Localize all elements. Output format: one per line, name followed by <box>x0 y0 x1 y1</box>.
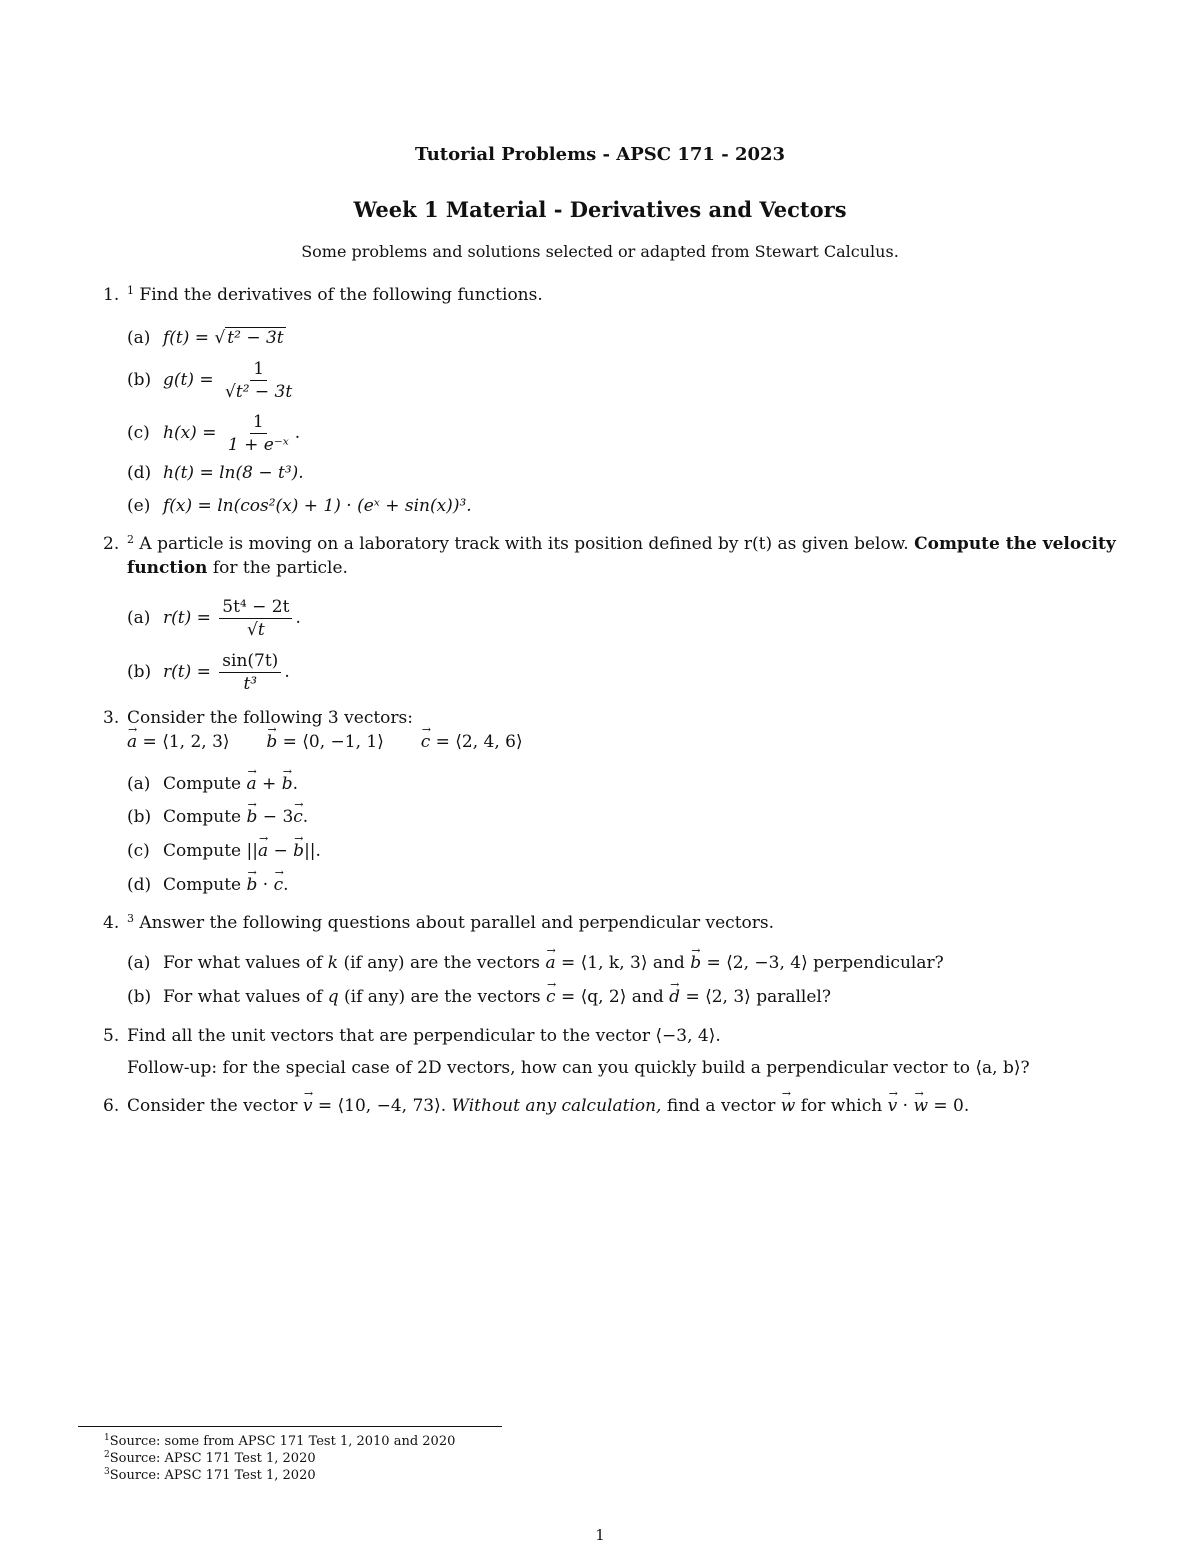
footnote-divider <box>78 1426 502 1427</box>
problem-text: Find the derivatives of the following functions. <box>139 285 543 305</box>
problem-text: for which <box>800 1096 883 1116</box>
problem-1b <box>127 358 298 403</box>
denominator: 1 + e⁻ˣ <box>227 435 289 455</box>
norm-bar: ||. <box>304 841 321 861</box>
problem-1d <box>127 463 304 483</box>
vector-symbol: → b <box>282 774 293 794</box>
document-subtitle: Week 1 Material - Derivatives and Vectors <box>353 197 847 222</box>
footnote-mark: 1 <box>104 1433 110 1443</box>
document-title: Tutorial Problems - APSC 171 - 2023 <box>414 144 786 165</box>
problem-number: 2. <box>103 534 120 554</box>
problem-1a <box>127 328 286 348</box>
vector-symbol: → v <box>303 1096 313 1116</box>
part-text: (if any) are the vectors <box>343 953 541 973</box>
sqrt-sign: √ <box>214 328 226 348</box>
problem-3a <box>127 774 298 794</box>
expr-lhs: r(t) = <box>163 608 217 628</box>
problem-number: 5. <box>103 1026 120 1046</box>
vector-c-value: = ⟨2, 4, 6⟩ <box>435 732 523 752</box>
vector-c-symbol: → c <box>421 732 431 752</box>
vector-symbol: → c <box>546 987 556 1007</box>
problem-4b <box>127 987 831 1007</box>
problem-4a <box>127 953 944 973</box>
fraction <box>219 596 292 641</box>
operator: · <box>257 875 274 895</box>
problem-text: A particle is moving on a laboratory track with its position defined by r(t) as given below. <box>139 534 909 554</box>
problem-bold-text: Compute the velocity <box>914 534 1116 554</box>
variable: q <box>327 987 339 1007</box>
followup-text: Follow-up: for the special case of 2D vectors, how can you quickly build a perpendicular vector to ⟨a, b⟩? <box>127 1058 1030 1078</box>
footnote-text: Source: APSC 171 Test 1, 2020 <box>109 1468 316 1483</box>
part-label: (a) <box>127 328 151 348</box>
footnote-mark: 1 <box>127 284 134 297</box>
expression: f(x) = ln(cos²(x) + 1) · (eˣ + sin(x))³. <box>163 496 472 516</box>
radicand: t² − 3t <box>227 328 284 348</box>
footnote-mark: 2 <box>104 1450 110 1460</box>
operator: − <box>268 841 294 861</box>
vector-symbol: → v <box>888 1096 898 1116</box>
expr-lhs: r(t) = <box>163 662 217 682</box>
numerator: 1 <box>250 358 267 381</box>
vector-symbol: → c <box>274 875 284 895</box>
vector-value: = ⟨10, −4, 73⟩. <box>317 1096 447 1116</box>
denominator: √t² − 3t <box>225 382 293 402</box>
part-text: (if any) are the vectors <box>344 987 541 1007</box>
footnote-text: Source: APSC 171 Test 1, 2020 <box>109 1451 316 1466</box>
part-label: (d) <box>127 875 152 895</box>
part-label: (b) <box>127 807 152 827</box>
vector-symbol: → c <box>293 807 303 827</box>
denominator: t³ <box>243 674 258 694</box>
variable: k <box>327 953 339 973</box>
problem-5 <box>103 1026 721 1046</box>
document-note: Some problems and solutions selected or adapted from Stewart Calculus. <box>301 242 899 261</box>
expression: h(t) = ln(8 − t³). <box>163 463 304 483</box>
problem-1c <box>127 411 300 456</box>
problem-2a <box>127 596 301 641</box>
vector-value: = ⟨q, 2⟩ and <box>560 987 664 1007</box>
problem-text: for the particle. <box>212 558 348 578</box>
fraction <box>222 358 295 403</box>
part-label: (c) <box>127 423 150 443</box>
numerator: 1 <box>250 411 267 434</box>
expr-tail: . <box>283 875 289 895</box>
footnote-text: Source: some from APSC 171 Test 1, 2010 and 2020 <box>109 1434 456 1449</box>
footnote-mark: 2 <box>127 533 134 546</box>
problem-6: 6. Consider the vector → v = ⟨10, −4, 73⟩. Without any calculation, find a vector → w for which → v · → w = 0. <box>103 1096 969 1116</box>
denominator: √t <box>247 620 265 640</box>
vector-symbol: → b <box>293 841 304 861</box>
part-label: (a) <box>127 608 151 628</box>
expr-lhs: h(x) = <box>163 423 222 443</box>
problem-2 <box>103 534 1116 554</box>
vector-value: = ⟨2, −3, 4⟩ perpendicular? <box>706 953 944 973</box>
problem-text: Consider the vector <box>127 1096 298 1116</box>
part-label: (b) <box>127 370 152 390</box>
part-text: Compute <box>163 774 242 794</box>
emphasis-text: Without any calculation, <box>451 1096 662 1116</box>
problem-3c <box>127 841 321 861</box>
norm-bar: || <box>246 841 258 861</box>
vector-symbol: → a <box>247 774 257 794</box>
vector-symbol: → a <box>545 953 555 973</box>
problem-2-line2 <box>127 558 348 578</box>
problem-3 <box>103 708 413 728</box>
vector-definitions <box>127 732 523 752</box>
part-label: (a) <box>127 953 151 973</box>
part-label: (a) <box>127 774 151 794</box>
problem-number: 1. <box>103 285 120 305</box>
vector-symbol: → a <box>258 841 268 861</box>
vector-b-symbol: → b <box>266 732 277 752</box>
part-text: Compute <box>163 807 242 827</box>
problem-number: 4. <box>103 913 120 933</box>
fraction <box>225 411 292 456</box>
page-number: 1 <box>595 1526 605 1544</box>
part-label: (b) <box>127 662 152 682</box>
vector-b-value: = ⟨0, −1, 1⟩ <box>282 732 384 752</box>
vector-symbol: → w <box>913 1096 928 1116</box>
numerator: 5t⁴ − 2t <box>219 596 292 619</box>
footnote-mark: 3 <box>104 1467 110 1477</box>
vector-symbol: → w <box>781 1096 796 1116</box>
vector-value: = ⟨2, 3⟩ parallel? <box>685 987 831 1007</box>
footnote-mark: 3 <box>127 912 134 925</box>
fraction <box>219 650 281 695</box>
problem-bold-text: function <box>127 558 208 578</box>
vector-a-symbol: → a <box>127 732 137 752</box>
vector-symbol: → b <box>247 875 258 895</box>
problem-3d <box>127 875 289 895</box>
problem-text: Find all the unit vectors that are perpendicular to the vector ⟨−3, 4⟩. <box>127 1026 721 1046</box>
problem-1e <box>127 496 472 516</box>
problem-text: Consider the following 3 vectors: <box>127 708 413 728</box>
part-label: (e) <box>127 496 151 516</box>
problem-4 <box>103 913 774 933</box>
part-text: For what values of <box>163 987 323 1007</box>
footnote-2 <box>104 1451 316 1466</box>
part-text: Compute <box>163 875 242 895</box>
expr-lhs: g(t) = <box>163 370 220 390</box>
problem-3b <box>127 807 308 827</box>
problem-number: 3. <box>103 708 120 728</box>
footnote-1 <box>104 1434 455 1449</box>
part-label: (c) <box>127 841 150 861</box>
expr-tail: . <box>294 423 301 443</box>
footnote-3 <box>104 1468 316 1483</box>
expr-tail: . <box>292 774 298 794</box>
vector-a-value: = ⟨1, 2, 3⟩ <box>142 732 230 752</box>
problem-5-followup <box>127 1058 1030 1078</box>
numerator: sin(7t) <box>219 650 281 673</box>
vector-value: = ⟨1, k, 3⟩ and <box>560 953 685 973</box>
expr-lhs: f(t) = <box>163 328 215 348</box>
operator: − 3 <box>257 807 294 827</box>
expr-tail: . <box>284 662 290 682</box>
problem-number: 6. <box>103 1096 120 1116</box>
operator: + <box>256 774 282 794</box>
expr-tail: . <box>295 608 301 628</box>
expr-tail: . <box>302 807 309 827</box>
vector-symbol: → d <box>669 987 680 1007</box>
part-text: Compute <box>163 841 242 861</box>
part-text: For what values of <box>163 953 323 973</box>
expr-tail: = 0. <box>933 1096 970 1116</box>
part-label: (d) <box>127 463 152 483</box>
problem-text: Answer the following questions about parallel and perpendicular vectors. <box>139 913 775 933</box>
part-label: (b) <box>127 987 152 1007</box>
vector-symbol: → b <box>247 807 258 827</box>
problem-1 <box>103 285 543 305</box>
problem-2b <box>127 650 290 695</box>
vector-symbol: → b <box>690 953 701 973</box>
problem-text: find a vector <box>666 1096 776 1116</box>
